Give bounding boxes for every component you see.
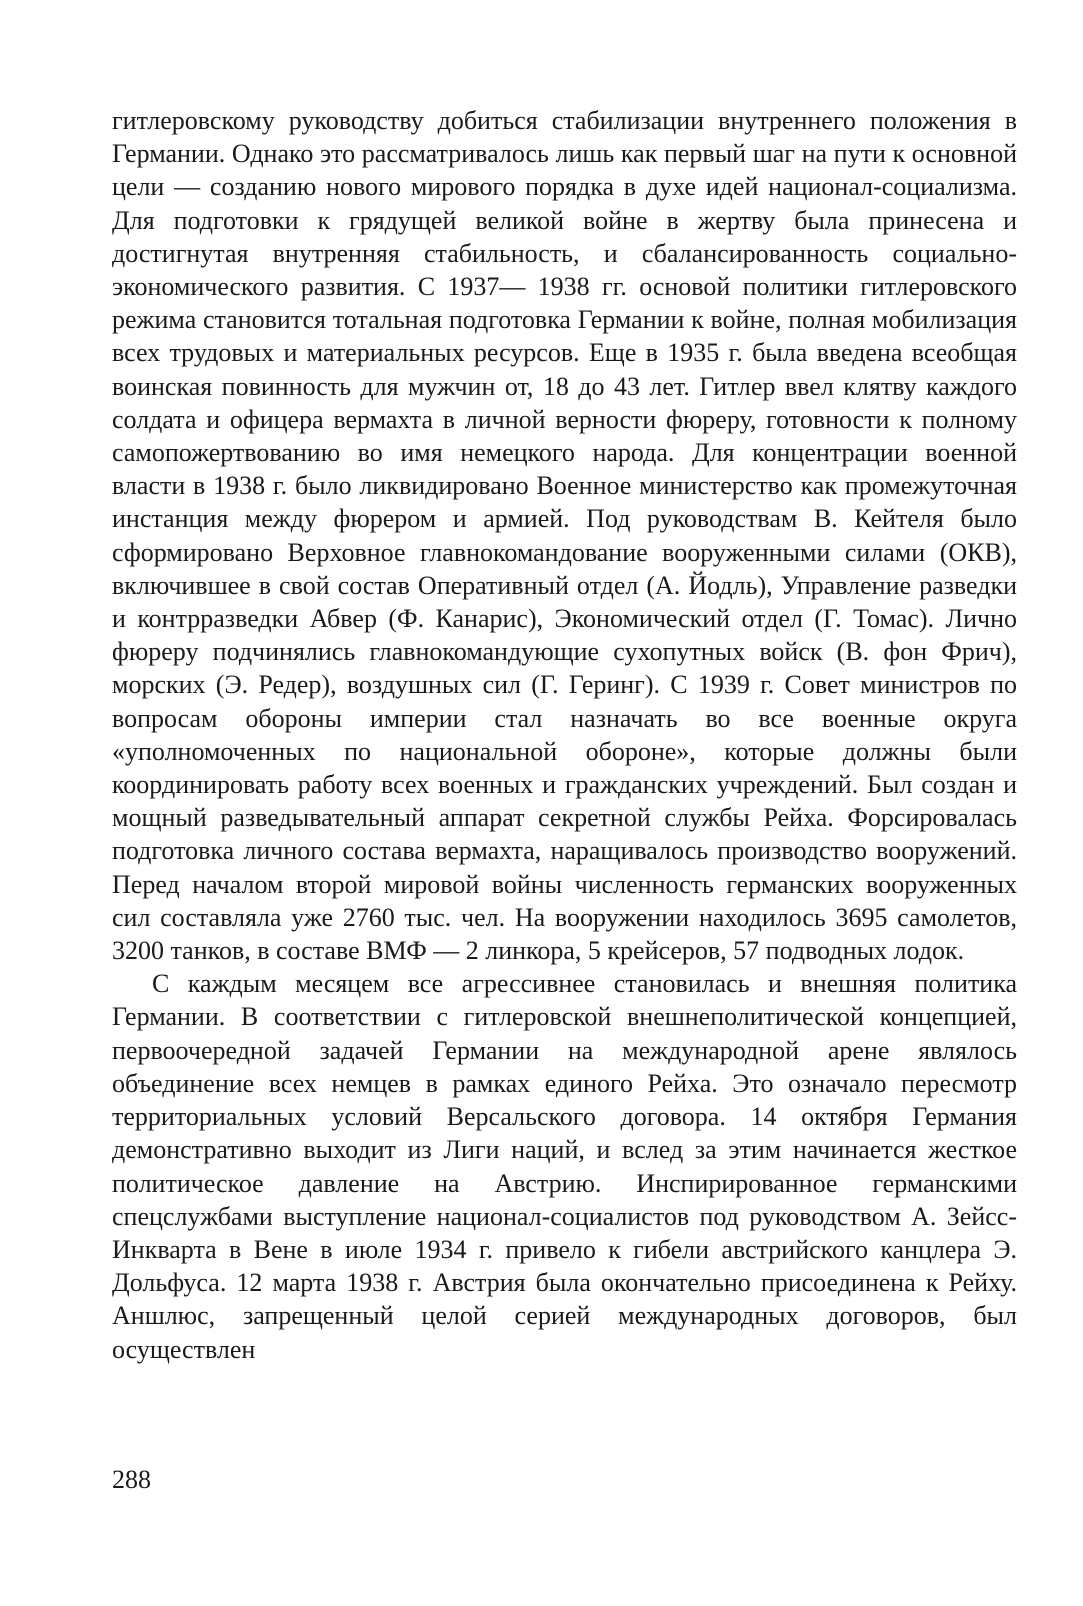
page-body	[112, 104, 1017, 1366]
paragraph-foreign-policy: С каждым месяцем все агрессивнее становилась и внешняя политика Германии. В соответствии с гитлеровской внешнеполитической концепцией, первоочередной задачей Германии на международной арене являлось объединение всех немцев в рамках единого Рейха. Это означало пересмотр территориальных условий Версальского договора. 14 октября Германия демонстративно выходит из Лиги наций, и вслед за этим начинается жесткое политическое давление на Австрию. Инспирированное германскими спецслужбами выступление национал-социалистов под руководством А. Зейсс-Инкварта в Вене в июле 1934 г. привело к гибели австрийского канцлера Э. Дольфуса. 12 марта 1938 г. Австрия была окончательно присоединена к Рейху. Аншлюс, запрещенный целой серией международных договоров, был осуществлен	[112, 969, 1017, 1364]
page-number: 288	[112, 1465, 151, 1494]
paragraph-continuation: гитлеровскому руководству добиться стабилизации внутреннего положения в Германии. Однако это рассматривалось лишь как первый шаг на пути к основной цели — созданию нового мирового порядка в духе идей национал-социализма. Для подготовки к грядущей великой войне в жертву была принесена и достигнутая внутренняя стабильность, и сбалансированность социально-экономического развития. С 1937— 1938 гг. основой политики гитлеровского режима становится тотальная подготовка Германии к войне, полная мобилизация всех трудовых и материальных ресурсов. Еще в 1935 г. была введена всеобщая воинская повинность для мужчин от, 18 до 43 лет. Гитлер ввел клятву каждого солдата и офицера вермахта в личной верности фюреру, готовности к полному самопожертвованию во имя немецкого народа. Для концентрации военной власти в 1938 г. было ликвидировано Военное министерство как промежуточная инстанция между фюрером и армией. Под руководствам В. Кейтеля было сформировано Верховное главнокомандование вооруженными силами (ОКВ), включившее в свой состав Оперативный отдел (А. Йодль), Управление разведки и контрразведки Абвер (Ф. Канарис), Экономический отдел (Г. Томас). Лично фюреру подчинялись главнокомандующие сухопутных войск (В. фон Фрич), морских (Э. Редер), воздушных сил (Г. Геринг). С 1939 г. Совет министров по вопросам обороны империи стал назначать во все военные округа «уполномоченных по национальной обороне», которые должны были координировать работу всех военных и гражданских учреждений. Был создан и мощный разведывательный аппарат секретной службы Рейха. Форсировалась подготовка личного состава вермахта, наращивалось производство вооружений. Перед началом второй мировой войны численность германских вооруженных сил составляла уже 2760 тыс. чел. На вооружении находилось 3695 самолетов, 3200 танков, в составе ВМФ — 2 линкора, 5 крейсеров, 57 подводных лодок.	[112, 106, 1017, 966]
